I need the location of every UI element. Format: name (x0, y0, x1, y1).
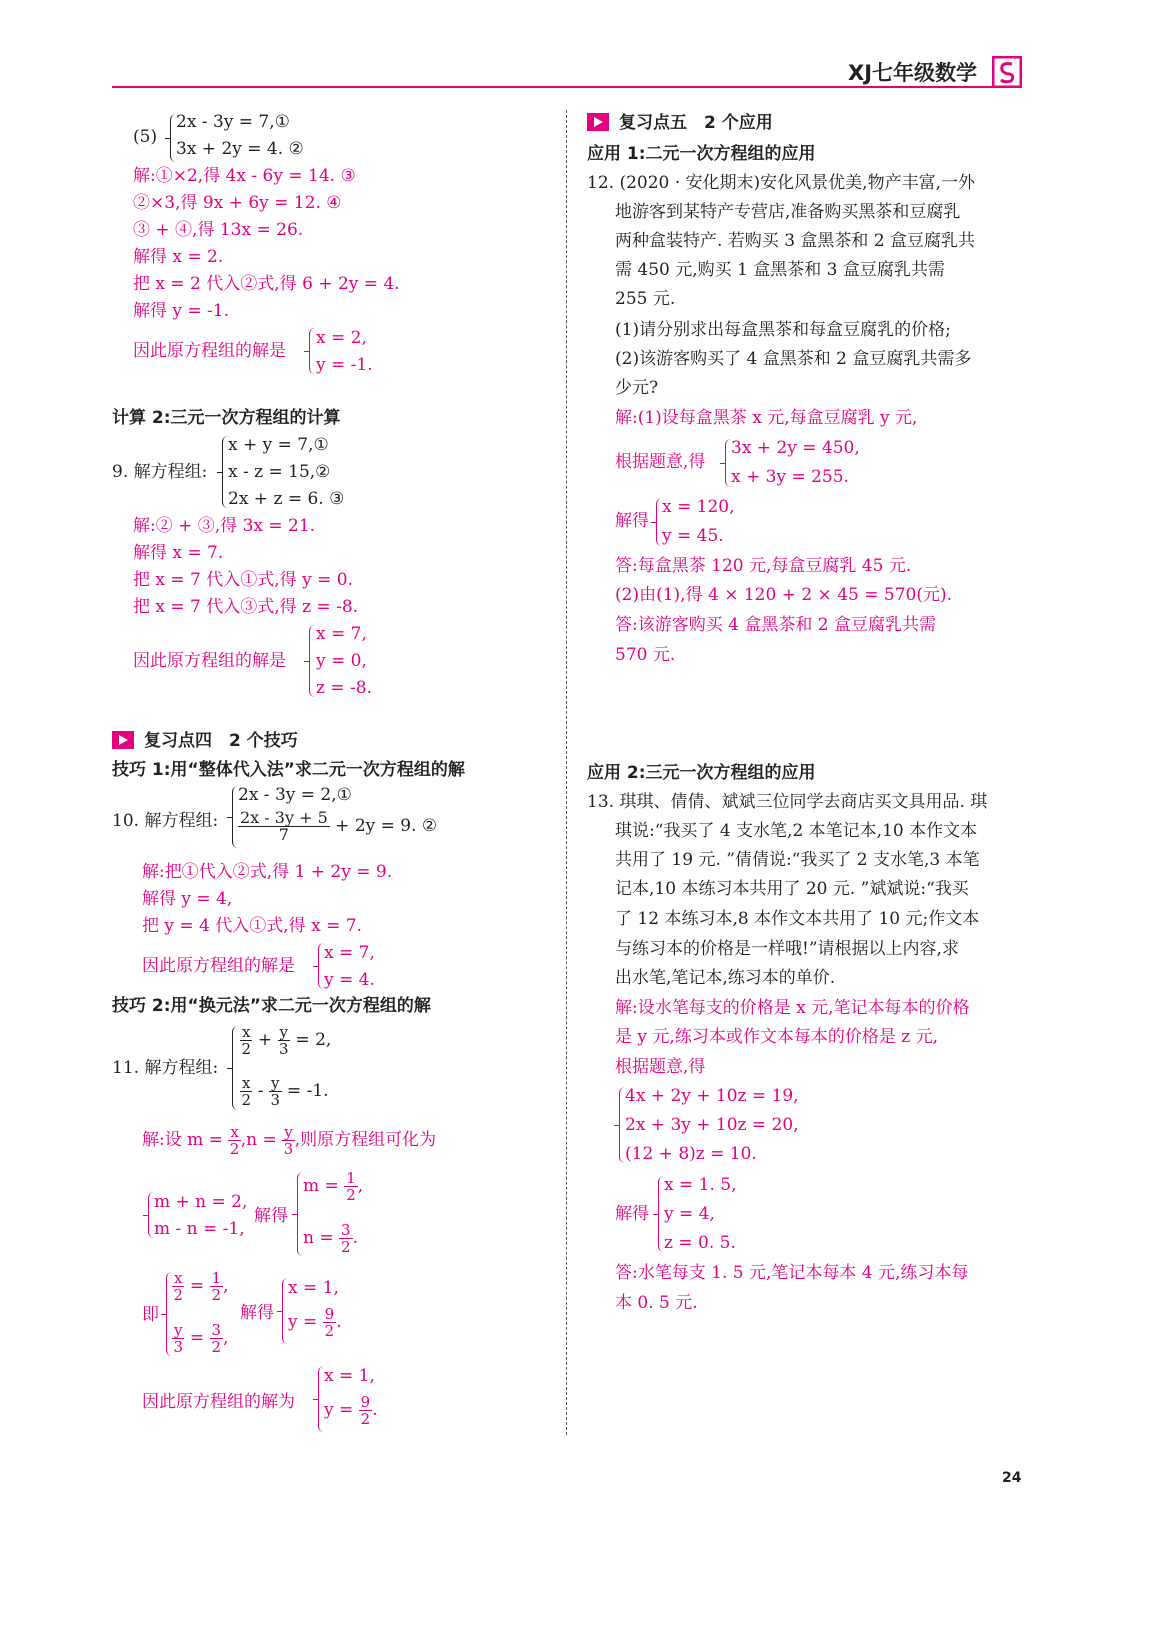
q11-eq2-frac-x (240, 1075, 252, 1108)
calc2-ans2: y = 0, (316, 651, 367, 671)
calc2-heading: 计算 2:三元一次方程组的计算 (112, 408, 341, 428)
q13-ans1: x = 1. 5, (664, 1175, 737, 1195)
frac-num: 1 (346, 1169, 356, 1187)
q11-ans2-frac (359, 1394, 373, 1427)
q13-final-1: 本 0. 5 元. (615, 1293, 698, 1313)
plus-sign: + (257, 1030, 273, 1050)
frac-den: 2 (360, 1410, 371, 1428)
period: . (352, 1228, 358, 1248)
ji-ans2 (288, 1306, 342, 1339)
frac-den: 2 (173, 1286, 183, 1304)
q11-sol-frac-y (282, 1124, 294, 1157)
q12-line-1: 地游客到某特产专营店,准备购买黑茶和豆腐乳 (615, 202, 961, 222)
q12-eq1: 3x + 2y = 450, (731, 438, 860, 458)
header-title: XJ七年级数学 (848, 61, 978, 85)
frac-num: y (284, 1123, 293, 1141)
frac-den: 3 (270, 1091, 281, 1109)
frac-num: 3 (211, 1321, 222, 1339)
frac-num: 3 (341, 1221, 351, 1239)
ji-frac-x (172, 1270, 184, 1303)
ji-ans2-frac (323, 1306, 337, 1339)
q13-line-3: 记本,10 本练习本共用了 20 元. ”斌斌说:“我买 (615, 879, 969, 899)
calc2-sol-3: 把 x = 7 代入③式,得 z = -8. (133, 597, 359, 617)
q11-ans2 (324, 1394, 378, 1427)
q12-line-5: (1)请分别求出每盒黑茶和每盒豆腐乳的价格; (615, 320, 951, 340)
q10-frac (238, 810, 330, 843)
q10-sol-1: 解得 y = 4, (142, 889, 233, 909)
q10-sol-0: 解:把①代入②式,得 1 + 2y = 9. (142, 862, 393, 882)
minus-sign: - (257, 1081, 264, 1101)
q11-label: 11. 解方程组: (112, 1058, 219, 1078)
p5-ans1: x = 2, (316, 328, 367, 348)
q13-line-5: 与练习本的价格是一样哦!”请根据以上内容,求 (615, 939, 959, 959)
p5-eq2: 3x + 2y = 4. ② (176, 139, 304, 159)
q11-eq2-frac-y (269, 1075, 281, 1108)
frac-den: 3 (173, 1338, 184, 1356)
eq-sign: = (189, 1328, 205, 1348)
review4-title-text: 复习点四 2 个技巧 (144, 731, 298, 751)
ji-ans1: x = 1, (288, 1278, 339, 1298)
review5-title-text: 复习点五 2 个应用 (619, 113, 773, 133)
q13-eq3: (12 + 8)z = 10. (625, 1144, 757, 1164)
n-frac (339, 1222, 353, 1255)
page-number: 24 (1002, 1470, 1022, 1486)
q12-ans1: x = 120, (662, 497, 735, 517)
q13-ans3: z = 0. 5. (664, 1233, 736, 1253)
q10-label: 10. 解方程组: (112, 811, 219, 831)
q10-eq2-rest: + 2y = 9. ② (335, 816, 438, 836)
q13-sol-0: 解:设水笔每支的价格是 x 元,笔记本每本的价格 (615, 998, 970, 1018)
n-value (303, 1222, 358, 1255)
q13-line-4: 了 12 本练习本,8 本作文本共用了 10 元;作文本 (615, 909, 980, 929)
q11-sol-frac-x (228, 1124, 240, 1157)
period: . (372, 1400, 378, 1420)
frac-den: 3 (279, 1040, 289, 1058)
frac-den: 3 (283, 1140, 294, 1158)
q12-sol-2: 根据题意,得 (615, 452, 706, 472)
q12-line-7: 少元? (615, 378, 659, 398)
q12-ans2: y = 45. (662, 526, 724, 546)
q12-line-4: 255 元. (615, 289, 676, 309)
q11-sol-b: ,n = (240, 1130, 277, 1150)
calc2-eq2: x - z = 15,② (228, 462, 331, 482)
review4-title (112, 731, 298, 751)
sd-logo-icon (992, 56, 1022, 88)
p5-concl: 因此原方程组的解是 (133, 341, 286, 361)
header-rule (112, 86, 1020, 88)
q13-sol-2: 根据题意,得 (615, 1057, 706, 1077)
frac-den: 2 (229, 1140, 240, 1158)
frac-num: x (242, 1023, 251, 1041)
q11-eq1-frac-x (240, 1024, 252, 1057)
y-eq-label: y = (324, 1400, 354, 1420)
q10-sol-2: 把 y = 4 代入①式,得 x = 7. (142, 916, 362, 936)
q12-rest-1: (2)由(1),得 4 × 120 + 2 × 45 = 570(元). (615, 585, 953, 605)
p5-label: (5) (133, 127, 158, 147)
y-eq-label: y = (288, 1312, 318, 1332)
app2-heading: 应用 2:三元一次方程组的应用 (587, 763, 816, 783)
calc2-sol-2: 把 x = 7 代入①式,得 y = 0. (133, 570, 353, 590)
comma: , (357, 1176, 364, 1196)
p5-sol-1: ②×3,得 9x + 6y = 12. ④ (133, 193, 342, 213)
q11-eq1 (240, 1024, 331, 1057)
eq-sign: = (189, 1276, 205, 1296)
q11-ans1: x = 1, (324, 1366, 375, 1386)
q12-eq2: x + 3y = 255. (731, 467, 849, 487)
frac-num: y (271, 1074, 280, 1092)
comma: , (223, 1276, 229, 1296)
q13-line-1: 琪说:“我买了 4 支水笔,2 本笔记本,10 本作文本 (615, 821, 978, 841)
q10-ans1: x = 7, (324, 943, 375, 963)
frac-num: 9 (360, 1393, 371, 1411)
frac-num: x (174, 1269, 183, 1287)
play-arrow-icon (587, 113, 609, 131)
p5-sol-2: ③ + ④,得 13x = 26. (133, 220, 304, 240)
p5-sol-4: 把 x = 2 代入②式,得 6 + 2y = 4. (133, 274, 400, 294)
q12-sol-1: 解:(1)设每盒黑茶 x 元,每盒豆腐乳 y 元, (615, 408, 918, 428)
q13-line-6: 出水笔,笔记本,练习本的单价. (615, 968, 836, 988)
q10-frac-den: 7 (278, 825, 289, 844)
q10-ans2: y = 4. (324, 970, 375, 990)
q10-eq1: 2x - 3y = 2,① (238, 785, 352, 805)
q12-rest-3: 570 元. (615, 645, 676, 665)
calc2-ans1: x = 7, (316, 624, 367, 644)
q10-concl: 因此原方程组的解是 (142, 956, 295, 976)
calc2-eq1: x + y = 7,① (228, 435, 329, 455)
mn-eq1: m + n = 2, (154, 1192, 248, 1212)
q12-jiede: 解得 (615, 511, 649, 531)
n-eq-label: n = (303, 1228, 334, 1248)
calc2-concl: 因此原方程组的解是 (133, 651, 286, 671)
calc2-ans3: z = -8. (316, 678, 372, 698)
frac-den: 2 (241, 1040, 251, 1058)
mn-eq2: m - n = -1, (154, 1219, 245, 1239)
m-frac (344, 1170, 358, 1203)
review5-title (587, 113, 773, 133)
q12-rest-0: 答:每盒黑茶 120 元,每盒豆腐乳 45 元. (615, 556, 912, 576)
q11-sol-c: ,则原方程组可化为 (294, 1130, 437, 1150)
calc2-label: 9. 解方程组: (112, 462, 208, 482)
m-eq-label: m = (303, 1176, 339, 1196)
column-divider (566, 110, 567, 1435)
frac-num: y (174, 1321, 183, 1339)
frac-num: y (279, 1023, 289, 1041)
q11-eq2-rest: = -1. (286, 1081, 329, 1101)
q12-line-0: 12. (2020 · 安化期末)安化风景优美,物产丰富,一外 (587, 173, 975, 193)
q13-line-2: 共用了 19 元. ”倩倩说:“我买了 2 支水笔,3 本笔 (615, 850, 980, 870)
q13-line-0: 13. 琪琪、倩倩、斌斌三位同学去商店买文具用品. 琪 (587, 792, 988, 812)
frac-num: x (230, 1123, 239, 1141)
q12-line-3: 需 450 元,购买 1 盒黑茶和 3 盒豆腐乳共需 (615, 260, 945, 280)
ji-jiede: 解得 (240, 1303, 274, 1323)
calc2-eq3: 2x + z = 6. ③ (228, 489, 345, 509)
q13-jiede: 解得 (615, 1204, 649, 1224)
p5-ans2: y = -1. (316, 355, 373, 375)
frac-den: 2 (324, 1322, 335, 1340)
ji-frac-3half (210, 1322, 224, 1355)
q11-eq1-frac-y (278, 1024, 290, 1057)
calc2-sol-0: 解:② + ③,得 3x = 21. (133, 516, 316, 536)
comma: , (223, 1328, 229, 1348)
q13-sol-1: 是 y 元,练习本或作文本每本的价格是 z 元, (615, 1027, 938, 1047)
frac-den: 2 (241, 1091, 251, 1109)
q12-line-2: 两种盒装特产. 若购买 3 盒黑茶和 2 盒豆腐乳共 (615, 231, 976, 251)
q11-sol-line (142, 1124, 436, 1157)
p5-eq1: 2x - 3y = 7,① (176, 112, 290, 132)
q10-frac-num: 2x - 3y + 5 (240, 808, 328, 827)
frac-den: 2 (211, 1286, 222, 1304)
q11-eq1-rest: = 2, (295, 1030, 332, 1050)
tip2-heading: 技巧 2:用“换元法”求二元一次方程组的解 (112, 996, 431, 1016)
frac-num: 9 (324, 1305, 335, 1323)
p5-sol-3: 解得 x = 2. (133, 247, 224, 267)
q13-final-0: 答:水笔每支 1. 5 元,笔记本每本 4 元,练习本每 (615, 1263, 969, 1283)
frac-num: x (242, 1074, 251, 1092)
ji-frac-y (172, 1322, 184, 1355)
p5-sol-0: 解:①×2,得 4x - 6y = 14. ③ (133, 166, 356, 186)
tip1-heading: 技巧 1:用“整体代入法”求二元一次方程组的解 (112, 760, 465, 780)
frac-den: 2 (341, 1238, 351, 1256)
app1-heading: 应用 1:二元一次方程组的应用 (587, 144, 816, 164)
calc2-sol-1: 解得 x = 7. (133, 543, 224, 563)
ji-eq2 (172, 1322, 229, 1355)
ji-frac-half (210, 1270, 224, 1303)
ji-label: 即 (142, 1305, 159, 1325)
frac-num: 1 (211, 1269, 222, 1287)
q13-eq2: 2x + 3y + 10z = 20, (625, 1115, 799, 1135)
m-value (303, 1170, 363, 1203)
p5-sol-5: 解得 y = -1. (133, 301, 230, 321)
mn-jiede: 解得 (254, 1206, 288, 1226)
frac-den: 2 (346, 1186, 356, 1204)
q11-eq2 (240, 1075, 329, 1108)
play-arrow-icon (112, 731, 134, 749)
period: . (336, 1312, 342, 1332)
q11-concl: 因此原方程组的解为 (142, 1392, 295, 1412)
q12-line-6: (2)该游客购买了 4 盒黑茶和 2 盒豆腐乳共需多 (615, 349, 972, 369)
q11-sol-a: 解:设 m = (142, 1130, 223, 1150)
ji-eq1 (172, 1270, 228, 1303)
q10-eq2 (238, 810, 437, 843)
q12-rest-2: 答:该游客购买 4 盒黑茶和 2 盒豆腐乳共需 (615, 615, 936, 635)
q13-eq1: 4x + 2y + 10z = 19, (625, 1086, 799, 1106)
frac-den: 2 (211, 1338, 222, 1356)
q13-ans2: y = 4, (664, 1204, 715, 1224)
